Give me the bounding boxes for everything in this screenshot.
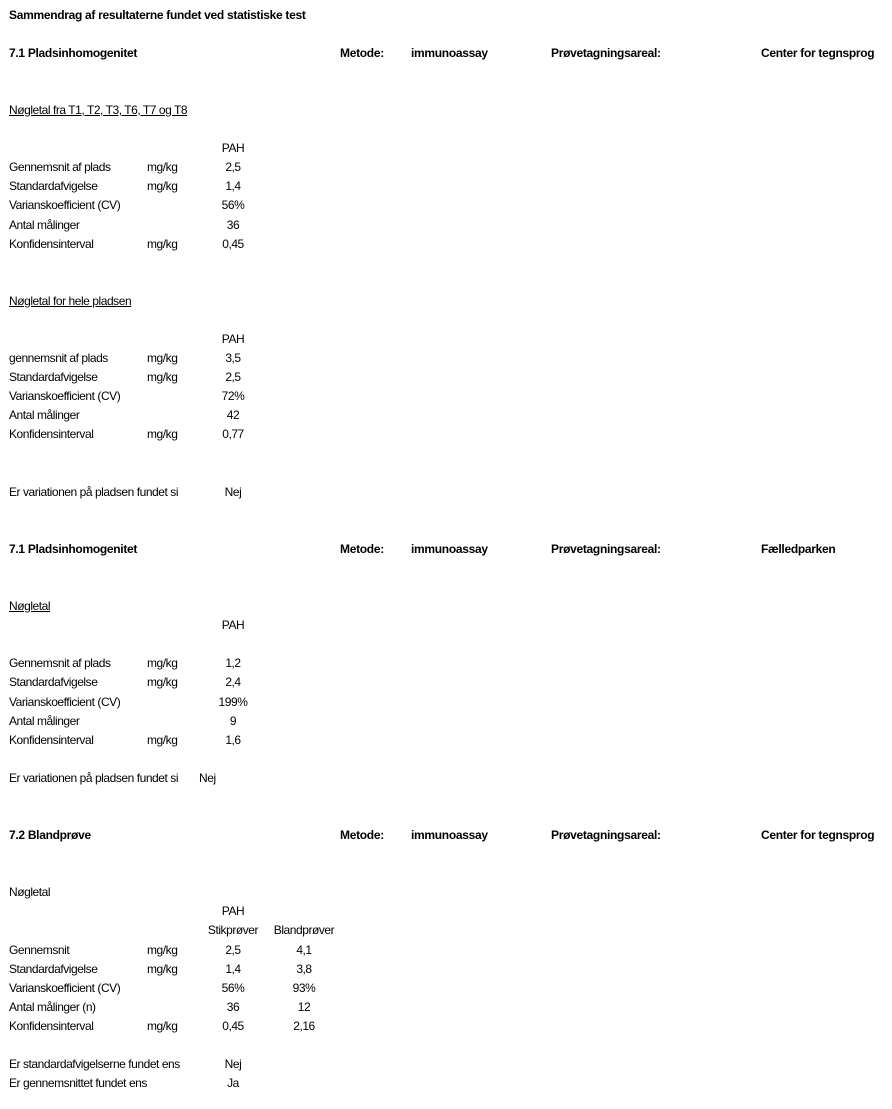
table-row-value: 2,4 (225, 675, 241, 689)
table-row-value: 12 (297, 1000, 311, 1014)
table-row-value: 1,2 (225, 656, 241, 670)
section-2-heading: 7.1 Pladsinhomogenitet (9, 542, 138, 556)
table-row-label: Varianskoefficient (CV) (9, 981, 121, 995)
table-row-label: gennemsnit af plads (9, 351, 108, 365)
table-row-value: 56% (221, 198, 245, 212)
section-2-method-label: Metode: (340, 542, 384, 556)
table-row-unit: mg/kg (147, 160, 178, 174)
table-row-label: Antal målinger (9, 218, 80, 232)
table-row-label: Standardafvigelse (9, 962, 98, 976)
table-row-label: Gennemsnit af plads (9, 656, 111, 670)
table-row-value: 0,77 (222, 427, 244, 441)
table-3-col-header-bland: Blandprøver (273, 923, 335, 937)
table-row-value: 36 (226, 1000, 240, 1014)
section-1-area-label: Prøvetagningsareal: (551, 46, 661, 60)
table-row-label: Konfidensinterval (9, 237, 94, 251)
table-1a-col-header: PAH (221, 141, 245, 155)
section-3-method-label: Metode: (340, 828, 384, 842)
section-2-question-answer: Nej (199, 771, 216, 785)
table-row-value: 42 (226, 408, 240, 422)
table-row-unit: mg/kg (147, 179, 178, 193)
section-3-question-2-answer: Ja (227, 1076, 239, 1090)
section-1-method-label: Metode: (340, 46, 384, 60)
table-row-value: 4,1 (296, 943, 312, 957)
section-1-area-value: Center for tegnsprog (761, 46, 875, 60)
section-2-area-label: Prøvetagningsareal: (551, 542, 661, 556)
table-row-unit: mg/kg (147, 733, 178, 747)
table-1a-title: Nøgletal fra T1, T2, T3, T6, T7 og T8 (9, 103, 188, 117)
table-row-value: 2,5 (225, 160, 241, 174)
table-row-unit: mg/kg (147, 943, 178, 957)
section-3-method-value: immunoassay (411, 828, 488, 842)
table-row-unit: mg/kg (147, 351, 178, 365)
table-row-value: 199% (218, 695, 248, 709)
table-row-value: 2,16 (293, 1019, 315, 1033)
table-row-label: Standardafvigelse (9, 370, 98, 384)
table-row-label: Gennemsnit (9, 943, 70, 957)
table-row-unit: mg/kg (147, 237, 178, 251)
section-2-question-label: Er variationen på pladsen fundet si (9, 771, 179, 785)
table-row-value: 3,5 (225, 351, 241, 365)
table-row-value: 9 (229, 714, 237, 728)
section-1-heading: 7.1 Pladsinhomogenitet (9, 46, 138, 60)
table-row-label: Standardafvigelse (9, 675, 98, 689)
table-row-label: Antal målinger (9, 408, 80, 422)
table-row-unit: mg/kg (147, 370, 178, 384)
section-2-area-value: Fælledparken (761, 542, 836, 556)
table-row-unit: mg/kg (147, 675, 178, 689)
table-row-value: 0,45 (222, 1019, 244, 1033)
table-row-unit: mg/kg (147, 1019, 178, 1033)
table-row-value: 93% (292, 981, 316, 995)
table-row-label: Varianskoefficient (CV) (9, 695, 121, 709)
table-3-col-header-stik: Stikprøver (207, 923, 259, 937)
table-2-title: Nøgletal (9, 599, 51, 613)
section-1-question-answer: Nej (224, 485, 242, 499)
section-3-question-1-label: Er standardafvigelserne fundet ens (9, 1057, 180, 1071)
table-row-value: 36 (226, 218, 240, 232)
table-row-value: 72% (221, 389, 245, 403)
table-row-value: 3,8 (296, 962, 312, 976)
table-row-value: 56% (221, 981, 245, 995)
table-row-value: 1,6 (225, 733, 241, 747)
table-row-label: Standardafvigelse (9, 179, 98, 193)
table-row-label: Antal målinger (9, 714, 80, 728)
section-3-question-2-label: Er gennemsnittet fundet ens (9, 1076, 147, 1090)
table-row-label: Konfidensinterval (9, 1019, 94, 1033)
table-row-label: Konfidensinterval (9, 427, 94, 441)
table-row-value: 0,45 (222, 237, 244, 251)
table-row-value: 2,5 (225, 943, 241, 957)
table-row-value: 1,4 (225, 179, 241, 193)
table-row-value: 1,4 (225, 962, 241, 976)
table-row-label: Konfidensinterval (9, 733, 94, 747)
table-row-unit: mg/kg (147, 962, 178, 976)
table-1b-title: Nøgletal for hele pladsen (9, 294, 132, 308)
section-2-method-value: immunoassay (411, 542, 488, 556)
section-3-heading: 7.2 Blandprøve (9, 828, 91, 842)
table-row-label: Gennemsnit af plads (9, 160, 111, 174)
table-2-col-header: PAH (221, 618, 245, 632)
section-1-question-label: Er variationen på pladsen fundet si (9, 485, 179, 499)
section-3-area-label: Prøvetagningsareal: (551, 828, 661, 842)
page-title: Sammendrag af resultaterne fundet ved statistiske test (9, 8, 306, 22)
table-3-title: Nøgletal (9, 885, 51, 899)
table-row-unit: mg/kg (147, 427, 178, 441)
section-1-method-value: immunoassay (411, 46, 488, 60)
section-3-area-value: Center for tegnsprog (761, 828, 875, 842)
section-3-question-1-answer: Nej (224, 1057, 242, 1071)
table-row-label: Antal målinger (n) (9, 1000, 96, 1014)
table-row-label: Varianskoefficient (CV) (9, 389, 121, 403)
table-row-label: Varianskoefficient (CV) (9, 198, 121, 212)
table-row-unit: mg/kg (147, 656, 178, 670)
table-1b-col-header: PAH (221, 332, 245, 346)
table-3-group-header: PAH (221, 904, 245, 918)
table-row-value: 2,5 (225, 370, 241, 384)
